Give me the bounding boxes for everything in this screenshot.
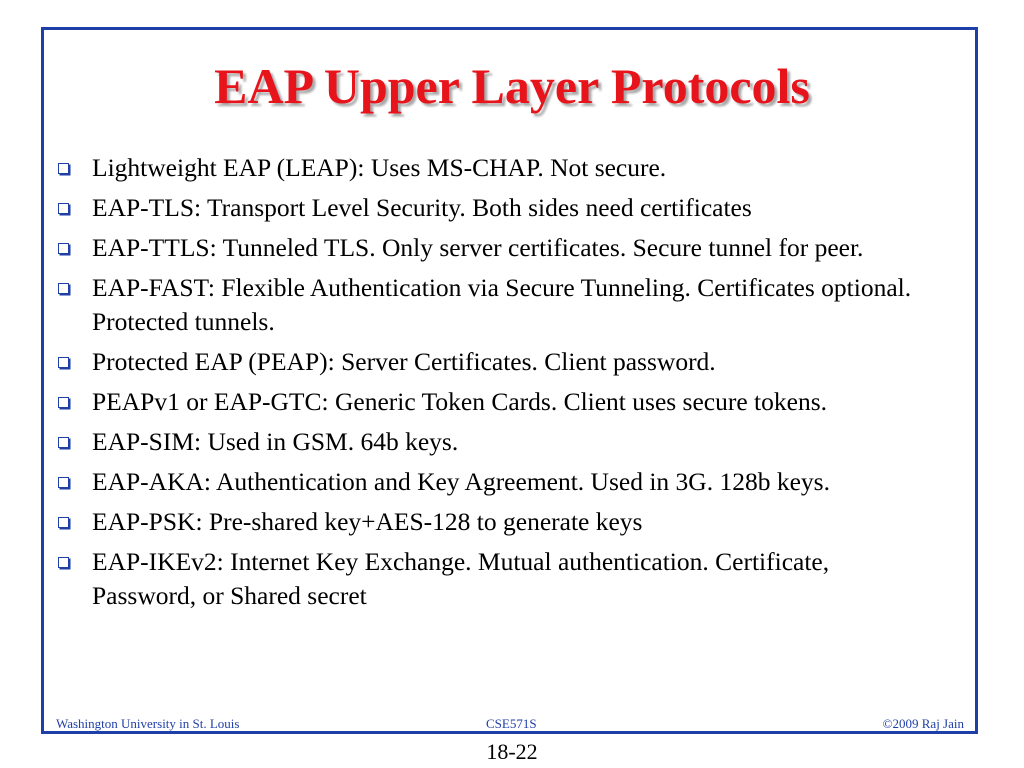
bullet-text: EAP-PSK: Pre-shared key+AES-128 to generate keys <box>92 507 643 536</box>
bullet-text: Lightweight EAP (LEAP): Uses MS-CHAP. Not secure. <box>92 153 667 182</box>
bullet-text: EAP-TLS: Transport Level Security. Both sides need certificates <box>92 193 752 222</box>
bullet-item <box>56 425 936 459</box>
bullet-item <box>56 465 936 499</box>
bullet-text: EAP-SIM: Used in GSM. 64b keys. <box>92 427 459 456</box>
bullet-item <box>56 505 936 539</box>
square-bullet-icon <box>58 517 69 528</box>
footer-copyright: ©2009 Raj Jain <box>882 716 964 731</box>
bullet-item <box>56 231 936 265</box>
square-bullet-icon <box>58 283 69 294</box>
square-bullet-icon <box>58 203 69 214</box>
square-bullet-icon <box>58 243 69 254</box>
square-bullet-icon <box>58 437 69 448</box>
square-bullet-icon <box>58 397 69 408</box>
bullet-item <box>56 545 936 613</box>
bullet-text: PEAPv1 or EAP-GTC: Generic Token Cards. Client uses secure tokens. <box>92 387 828 416</box>
bullet-text: EAP-TTLS: Tunneled TLS. Only server certificates. Secure tunnel for peer. <box>92 233 864 262</box>
square-bullet-icon <box>58 357 69 368</box>
slide-number: 18-22 <box>486 739 538 764</box>
bullet-item <box>56 385 936 419</box>
bullet-text: EAP-FAST: Flexible Authentication via Secure Tunneling. Certificates optional. Protected tunnels. <box>92 273 912 336</box>
slide-title: EAP Upper Layer Protocols <box>214 58 810 114</box>
bullet-text: EAP-AKA: Authentication and Key Agreement. Used in 3G. 128b keys. <box>92 467 830 496</box>
bullet-text: Protected EAP (PEAP): Server Certificates. Client password. <box>92 347 716 376</box>
square-bullet-icon <box>58 163 69 174</box>
bullet-item <box>56 191 936 225</box>
bullet-item <box>56 151 936 185</box>
bullet-text: EAP-IKEv2: Internet Key Exchange. Mutual authentication. Certificate, Password, or Shared secret <box>92 547 830 610</box>
footer-course: CSE571S <box>486 716 537 731</box>
bullet-list <box>56 151 936 619</box>
square-bullet-icon <box>58 557 69 568</box>
bullet-item <box>56 271 936 339</box>
footer-institution: Washington University in St. Louis <box>56 716 240 731</box>
square-bullet-icon <box>58 477 69 488</box>
bullet-item <box>56 345 936 379</box>
